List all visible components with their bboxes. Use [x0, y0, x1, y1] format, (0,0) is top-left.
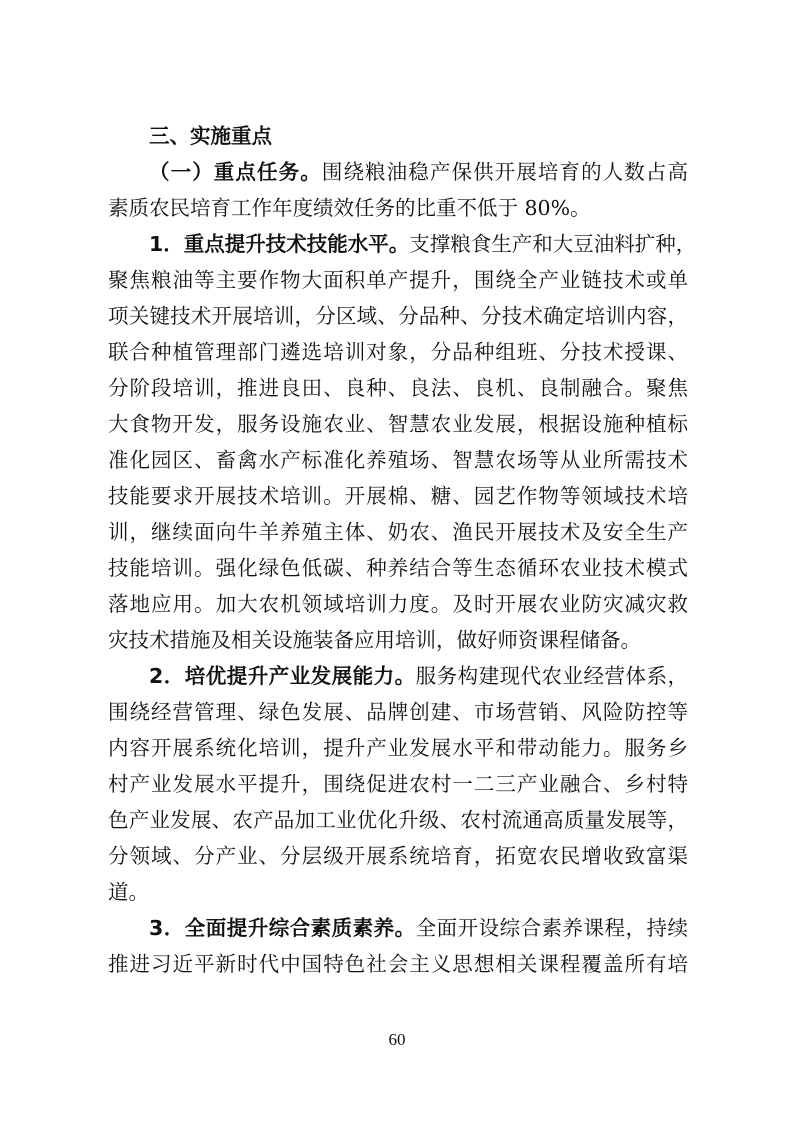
page-number: 60 — [388, 1030, 406, 1049]
item-1-line: 聚焦粮油等主要作物大面积单产提升，围绕全产业链技术或单 — [108, 268, 688, 292]
sub-heading: （一）重点任务。 — [149, 160, 322, 184]
section-title — [149, 118, 272, 154]
item-2-line: 内容开展系统化培训，提升产业发展水平和带动能力。服务乡 — [108, 736, 688, 760]
item-1-line: 技能要求开展技术培训。开展棉、糖、园艺作物等领域技术培 — [108, 484, 688, 508]
item-3-line-1 — [149, 910, 688, 946]
item-3-line: 推进习近平新时代中国特色社会主义思想相关课程覆盖所有培 — [108, 952, 688, 976]
item-1-line: 落地应用。加大农机领域培训力度。及时开展农业防灾减灾救 — [108, 592, 688, 616]
item-2-line-1 — [149, 658, 688, 694]
item-2-last-line: 道。 — [108, 880, 149, 904]
item-1-heading: 1．重点提升技术技能水平。 — [149, 232, 410, 256]
item-3-heading: 3．全面提升综合素质素养。 — [149, 916, 416, 940]
section-title-text: 三、实施重点 — [149, 124, 272, 148]
paragraph-1-lead: 围绕粮油稳产保供开展培育的人数占高 — [321, 160, 689, 184]
item-2-heading: 2．培优提升产业发展能力。 — [149, 664, 416, 688]
item-1-last-line: 灾技术措施及相关设施装备应用培训，做好师资课程储备。 — [108, 628, 641, 652]
item-3-lead: 全面开设综合素养课程，持续 — [415, 916, 688, 940]
item-1-line: 训，继续面向牛羊养殖主体、奶农、渔民开展技术及安全生产 — [108, 520, 688, 544]
item-1-line: 项关键技术开展培训，分区域、分品种、分技术确定培训内容， — [108, 304, 688, 328]
item-1-line: 准化园区、畜禽水产标准化养殖场、智慧农场等从业所需技术 — [108, 448, 688, 472]
item-1-line: 技能培训。强化绿色低碳、种养结合等生态循环农业技术模式 — [108, 556, 688, 580]
item-2-line: 色产业发展、农产品加工业优化升级、农村流通高质量发展等， — [108, 808, 688, 832]
item-1-line-1 — [149, 226, 697, 262]
paragraph-1-line-2: 素质农民培育工作年度绩效任务的比重不低于 80%。 — [108, 196, 591, 220]
item-2-line: 村产业发展水平提升，围绕促进农村一二三产业融合、乡村特 — [108, 772, 688, 796]
item-2-line: 围绕经营管理、绿色发展、品牌创建、市场营销、风险防控等 — [108, 700, 688, 724]
item-1-lead: 支撑粮食生产和大豆油料扩种， — [409, 232, 697, 256]
item-1-line: 联合种植管理部门遴选培训对象，分品种组班、分技术授课、 — [108, 340, 688, 364]
item-1-line: 分阶段培训，推进良田、良种、良法、良机、良制融合。聚焦 — [108, 376, 688, 400]
paragraph-1-line-1 — [149, 154, 688, 190]
item-2-line: 分领域、分产业、分层级开展系统培育，拓宽农民增收致富渠 — [108, 844, 688, 868]
item-2-lead: 服务构建现代农业经营体系， — [415, 664, 688, 688]
item-1-line: 大食物开发，服务设施农业、智慧农业发展，根据设施种植标 — [108, 412, 688, 436]
